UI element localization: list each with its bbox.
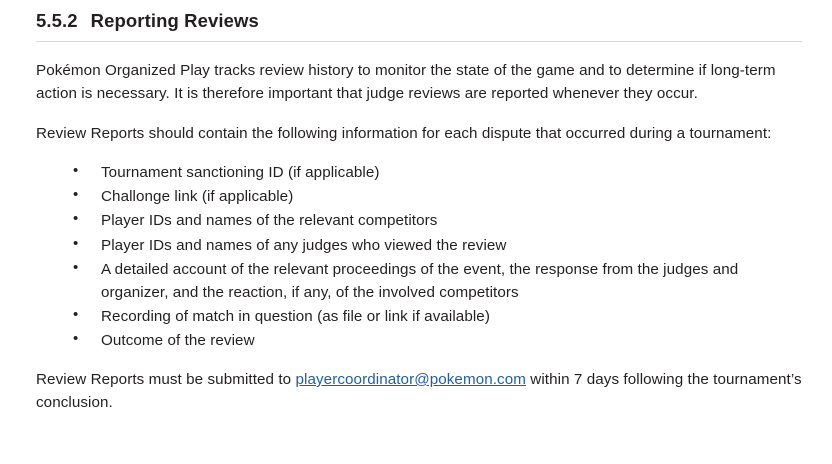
report-contents-lead: Review Reports should contain the following information for each dispute that occurred during a tournament:: [36, 124, 772, 142]
list-item: • A detailed account of the relevant proceedings of the event, the response from the judges and organizer, and the reaction, if any, of the involved competitors: [36, 258, 802, 304]
list-item: • Outcome of the review: [36, 329, 802, 352]
submission-text-before: Review Reports must be submitted to: [36, 370, 296, 388]
report-contents-list: [36, 161, 802, 352]
list-item: • Recording of match in question (as file or link if available): [36, 305, 802, 328]
list-item: • Player IDs and names of any judges who viewed the review: [36, 234, 802, 257]
submission-paragraph: [36, 368, 802, 415]
list-item: • Challonge link (if applicable): [36, 185, 802, 208]
submission-text-after: within 7 days following the tournament’s conclusion.: [36, 370, 802, 412]
intro-paragraph: Pokémon Organized Play tracks review history to monitor the state of the game and to determine if long-term action is necessary. It is therefore important that judge reviews are reported whenever they occur.: [36, 62, 776, 103]
email-link[interactable]: playercoordinator@pokemon.com: [295, 370, 526, 388]
list-item: • Tournament sanctioning ID (if applicable): [36, 161, 802, 184]
list-item: • Player IDs and names of the relevant competitors: [36, 209, 802, 232]
page-title: Reporting Reviews: [90, 10, 259, 31]
section-number: 5.5.2: [36, 10, 78, 31]
section-heading: [36, 10, 802, 42]
